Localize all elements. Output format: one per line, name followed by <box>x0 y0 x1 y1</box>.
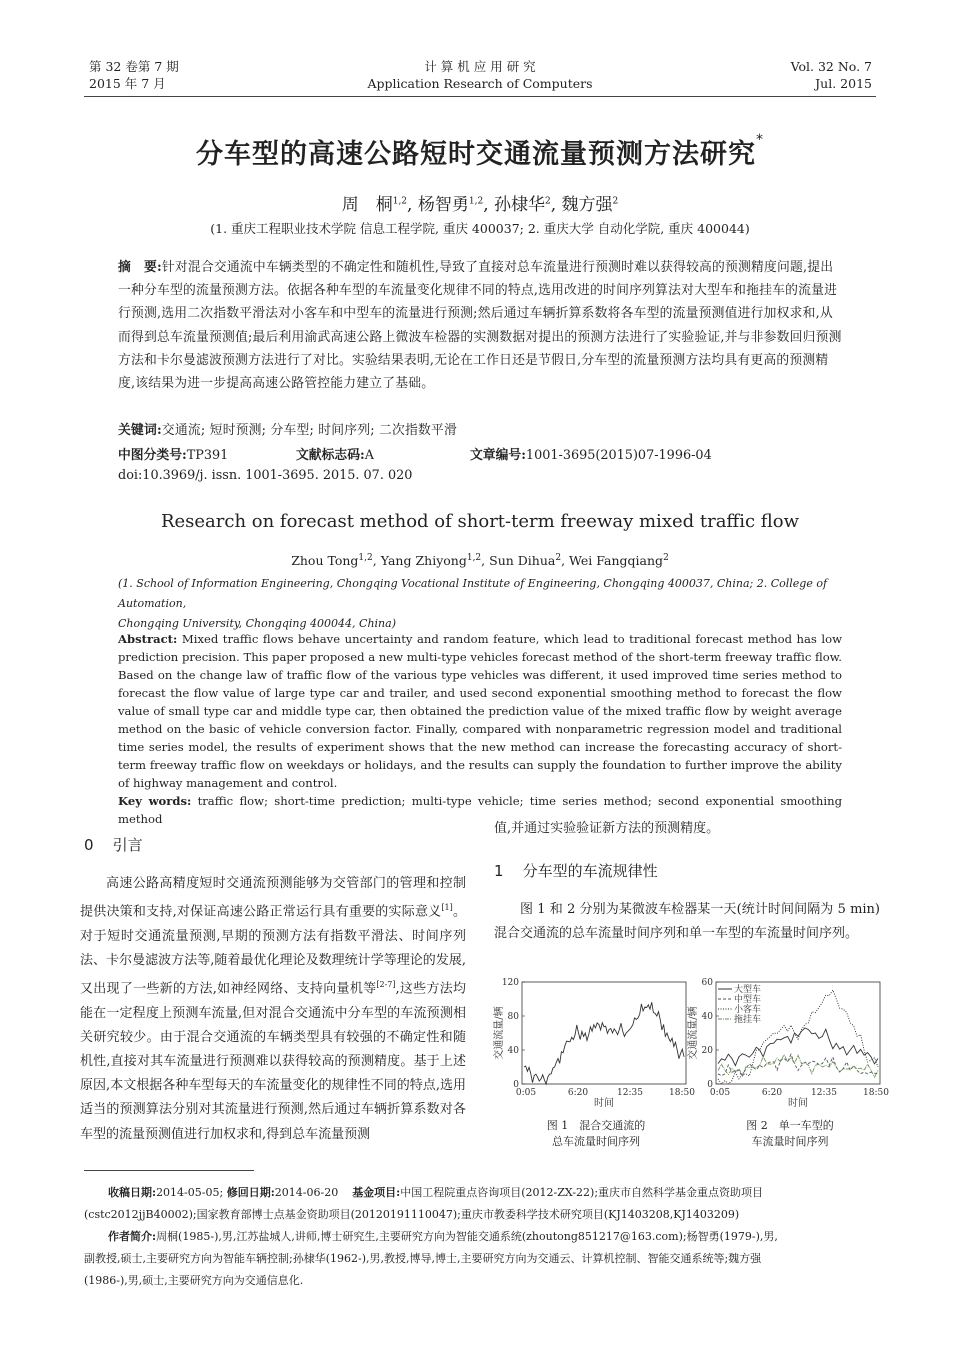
x-tick-label: 6:20 <box>567 1088 589 1098</box>
x-tick-label: 12:35 <box>617 1088 643 1098</box>
header-left-line2: 2015 年 7 月 <box>89 76 166 91</box>
plot-frame <box>522 982 686 1084</box>
x-tick-label: 18:50 <box>863 1088 889 1098</box>
affiliation-en-line1: (1. School of Information Engineering, Chongqing Vocational Institute of Engineering, Chongqing 400037, China; 2. College of Automation, <box>118 577 828 610</box>
abstract-cn <box>118 256 842 395</box>
series-line <box>524 1002 684 1084</box>
author-sup: 2 <box>545 196 551 207</box>
title-text: 分车型的高速公路短时交通流量预测方法研究 <box>196 139 756 170</box>
y-tick-label: 0 <box>513 1080 519 1090</box>
y-tick-label: 0 <box>707 1080 713 1090</box>
figure-1-caption <box>506 1118 686 1150</box>
footnote-dates <box>84 1182 880 1204</box>
legend-label: 小客车 <box>734 1005 762 1015</box>
author-en-sup: 2 <box>555 553 562 563</box>
title-en: Research on forecast method of short-term freeway mixed traffic flow <box>160 511 800 532</box>
author-sup: 1,2 <box>468 196 484 207</box>
affiliation: (1. 重庆工程职业技术学院 信息工程学院, 重庆 400037; 2. 重庆大学 自动化学院, 重庆 400044) <box>210 221 750 236</box>
article-number-label: 文章编号: <box>470 448 526 463</box>
section-number: 1 <box>494 862 504 880</box>
figure-1-caption-line1: 图 1 混合交通流的 <box>546 1119 646 1132</box>
author-name: 杨智勇 <box>417 195 469 215</box>
y-axis-label: 交通流量/辆 <box>688 1006 699 1060</box>
header-right-line1: Vol. 32 No. 7 <box>790 59 872 74</box>
abstract-en-label: Abstract: <box>118 632 178 646</box>
series-line <box>718 1028 878 1066</box>
figure-1-caption-line2: 总车流量时间序列 <box>552 1135 640 1148</box>
received-date: 2014-05-05; <box>156 1186 224 1199</box>
author-list: 周 桐$^{1,2}$, 杨智勇$^{1,2}$, 孙棣华$^2$, 魏方强$^2$ <box>341 195 619 215</box>
footnote-rule <box>84 1170 254 1171</box>
intro-paragraph <box>80 872 466 1147</box>
doc-code-value: A <box>364 448 374 463</box>
header-rule <box>84 96 876 97</box>
fund-line2: (cstc2012jjB40002);国家教育部博士点基金资助项目(20120191110047);重庆市教委科学技术研究项目(KJ1403208,KJ1403209) <box>84 1208 740 1221</box>
author-name: 魏方强 <box>561 195 613 215</box>
intro-text-3: ,这些方法均能在一定程度上预测车流量,但对混合交通流中分车型的车流预测相关研究较少。由于混合交通流的车辆类型具有较强的不确定性和随机性,直接对其车流量进行预测难以获得较高的预测精度。基于上述原因,本文根据各种车型每天的车流量变化的规律性不同的特点,选用适当的预测算法分别对其流量进行预测,然后通过车辆折算系数对各车型的流量预测值进行加权求和,得到总车流量预测 <box>80 981 466 1142</box>
figure-2-caption-line1: 图 2 单一车型的 <box>746 1119 834 1132</box>
author-bio-line2: 副教授,硕士,主要研究方向为智能车辆控制;孙棣华(1962-),男,教授,博导,博士,主要研究方向为交通云、计算机控制、智能交通系统等;魏方强 <box>84 1252 762 1265</box>
author-sup: 1,2 <box>392 196 408 207</box>
section-heading-1 <box>494 860 658 881</box>
page-title <box>0 132 960 171</box>
section-title: 分车型的车流规律性 <box>522 862 658 880</box>
author-en: Wei Fangqiang <box>569 553 664 569</box>
section-number: 0 <box>84 836 94 854</box>
y-tick-label: 20 <box>701 1046 713 1056</box>
header-center-line2: Application Research of Computers <box>367 76 593 91</box>
x-axis-label: 时间 <box>788 1098 808 1109</box>
keywords-cn-text: 交通流; 短时预测; 分车型; 时间序列; 二次指数平滑 <box>161 423 457 438</box>
figure-2-chart <box>688 972 889 1109</box>
title-mark: * <box>756 132 764 148</box>
author-name: 周 桐 <box>341 195 393 215</box>
y-axis-label: 交通流量/辆 <box>494 1006 505 1060</box>
journal-volume <box>791 58 872 92</box>
section-heading-intro <box>84 834 143 855</box>
footnote <box>84 1182 880 1292</box>
author-bio-text: 周桐(1985-),男,江苏盐城人,讲师,博士研究生,主要研究方向为智能交通系统(zhoutong851217@163.com);杨智勇(1979-),男, <box>156 1230 778 1243</box>
header-left-line1: 第 32 卷第 7 期 <box>89 59 179 74</box>
classification-label: 中图分类号: <box>118 448 187 463</box>
series-line <box>718 1054 878 1077</box>
fund-label: 基金项目: <box>352 1186 401 1199</box>
classification <box>118 444 228 463</box>
affiliation-en-line2: Chongqing University, Chongqing 400044, China) <box>118 617 396 630</box>
author-name: 孙棣华 <box>494 195 545 215</box>
citation: [2-7] <box>376 980 396 990</box>
abstract-cn-label: 摘 要: <box>118 260 162 275</box>
y-tick-label: 120 <box>501 978 519 988</box>
author-bio <box>84 1226 880 1248</box>
revised-label: 修回日期: <box>226 1186 275 1199</box>
y-tick-label: 60 <box>701 978 713 988</box>
keywords-en-text: traffic flow; short-time prediction; multi-type vehicle; time series method; second exponential smoothing method <box>118 794 842 826</box>
citation: [1] <box>441 903 453 913</box>
revised-date: 2014-06-20 <box>274 1186 339 1199</box>
x-tick-label: 12:35 <box>811 1088 837 1098</box>
intro-text-2: 。对于短时交通流量预测,早期的预测方法有指数平滑法、时间序列法、卡尔曼滤波方法等,随着最优化理论及数理统计学等理论的发展,又出现了一些新的方法,如神经网络、支持向量机等 <box>80 904 466 997</box>
figure-2-caption <box>700 1118 880 1150</box>
fund-text: 中国工程院重点咨询项目(2012-ZX-22);重庆市自然科学基金重点资助项目 <box>400 1186 764 1199</box>
article-number <box>470 444 712 463</box>
doi: doi:10.3969/j. issn. 1001-3695. 2015. 07. 020 <box>118 468 413 483</box>
legend-label: 拖挂车 <box>734 1015 762 1025</box>
keywords-en-label: Key words: <box>118 794 192 808</box>
x-tick-label: 6:20 <box>761 1088 783 1098</box>
figure-1-chart <box>494 972 695 1109</box>
series-line <box>718 1055 878 1078</box>
doc-code <box>296 444 374 463</box>
classification-value: TP391 <box>186 448 229 463</box>
keywords-cn <box>118 419 842 442</box>
author-en-sup: 1,2 <box>358 553 373 563</box>
x-tick-label: 0:05 <box>709 1088 731 1098</box>
y-tick-label: 40 <box>507 1046 519 1056</box>
section1-paragraph: 图 1 和 2 分别为某微波车检器某一天(统计时间间隔为 5 min)混合交通流的总车流量时间序列和单一车型的车流量时间序列。 <box>494 902 880 942</box>
legend-label: 中型车 <box>734 995 762 1005</box>
author-en-sup: 2 <box>663 553 669 563</box>
author-en: Yang Zhiyong <box>380 553 467 569</box>
abstract-cn-text: 针对混合交通流中车辆类型的不确定性和随机性,导致了直接对总车流量进行预测时难以获得较高的预测精度问题,提出一种分车型的流量预测方法。依据各种车型的车流量变化规律不同的特点,选用改进的时间序列算法对大型车和拖挂车的流量进行预测,选用二次指数平滑法对小客车和中型车的流量进行预测;然后通过车辆折算系数将各车型的流量预测值进行加权求和,从而得到总车流量预测值;最后利用渝武高速公路上微波车检器的实测数据对提出的预测方法进行了实验验证,并与非参数回归预测方法和卡尔曼滤波预测方法进行了对比。实验结果表明,无论在工作日还是节假日,分车型的流量预测方法均具有更高的预测精度,该结果为进一步提高高速公路管控能力建立了基础。 <box>118 260 842 392</box>
author-en-sup: 1,2 <box>466 553 482 563</box>
keywords-cn-label: 关键词: <box>118 423 162 438</box>
author-sup: 2 <box>612 196 619 207</box>
article-number-value: 1001-3695(2015)07-1996-04 <box>525 448 712 463</box>
section-title: 引言 <box>112 836 143 854</box>
y-tick-label: 40 <box>701 1012 713 1022</box>
abstract-en-text: Mixed traffic flows behave uncertainty and random feature, which lead to traditional forecast method has low prediction precision. This paper proposed a new multi-type vehicles forecast method of the short-term freeway traffic flow. Based on the change law of traffic flow of the various type vehicles was different, it used improved time series method to forecast the flow value of large type car and trailer, and used second exponential smoothing method to forecast the flow value of small type car and middle type car, then obtained the prediction value of the mixed traffic flow by weight average method on the basic of vehicle conversion factor. Finally, compared with nonparametric regression model and traditional time series model, the results of experiment shows that the new method can increase the forecasting accuracy of short-term freeway traffic flow on weekdays or holidays, and the results can supply the foundation to further improve the ability of highway management and control. <box>118 632 843 790</box>
right-col-continuation: 值,并通过实验验证新方法的预测精度。 <box>494 821 720 836</box>
x-tick-label: 18:50 <box>669 1088 695 1098</box>
journal-issue <box>89 58 179 92</box>
y-tick-label: 80 <box>507 1012 519 1022</box>
header-right-line2: Jul. 2015 <box>815 76 872 91</box>
journal-name <box>330 58 630 92</box>
author-bio-label: 作者简介: <box>108 1230 157 1243</box>
author-en: Zhou Tong <box>291 553 359 569</box>
x-tick-label: 0:05 <box>515 1088 537 1098</box>
received-label: 收稿日期: <box>108 1186 157 1199</box>
intro-text-1: 高速公路高精度短时交通流预测能够为交管部门的管理和控制提供决策和支持,对保证高速公路正常运行具有重要的实际意义 <box>80 876 466 920</box>
figure-2-caption-line2: 车流量时间序列 <box>751 1135 829 1148</box>
header-center-line1: 计 算 机 应 用 研 究 <box>424 59 536 74</box>
x-axis-label: 时间 <box>594 1098 614 1109</box>
author-en: Sun Dihua <box>489 553 556 569</box>
abstract-en <box>118 630 842 828</box>
legend-label: 大型车 <box>734 985 762 995</box>
author-bio-line3: (1986-),男,硕士,主要研究方向为交通信息化. <box>84 1274 304 1287</box>
doc-code-label: 文献标志码: <box>296 448 365 463</box>
affiliation-en <box>118 574 842 634</box>
author-list-en: Zhou Tong$^{1,2}$, Yang Zhiyong$^{1,2}$, Sun Dihua$^2$, Wei Fangqiang$^2$ <box>291 553 669 569</box>
